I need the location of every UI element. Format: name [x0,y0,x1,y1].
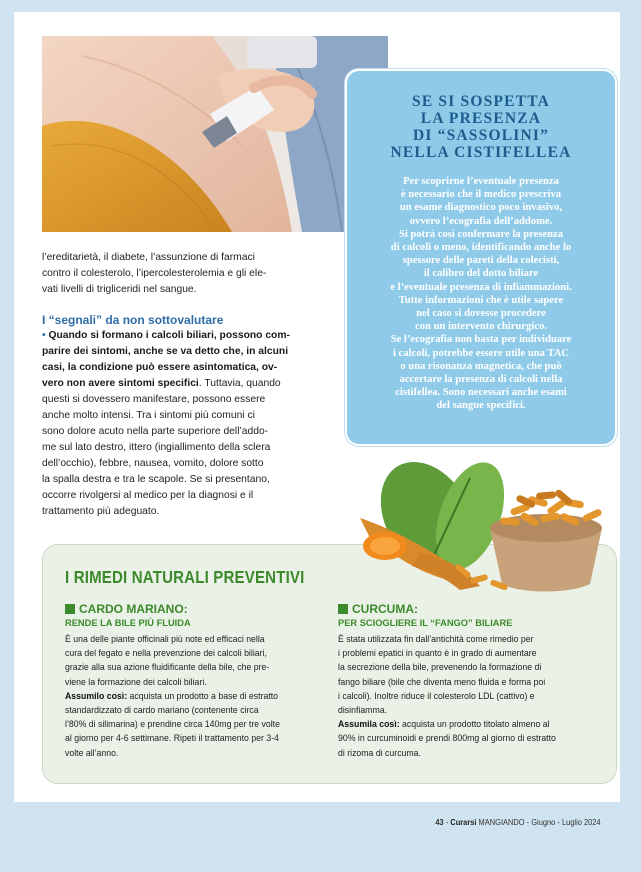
info-title-line: NELLA CISTIFELLEA [390,144,572,161]
remedies-title: I RIMEDI NATURALI PREVENTIVI [65,567,305,587]
curcuma-name [338,602,570,616]
curcuma-line: acquista un prodotto titolato almeno al [399,719,550,730]
info-body-line: cistifellea. Sono necessari anche esami [395,387,567,399]
text-line: dell’occhio), febbre, nausea, vomito, dolore sotto [42,458,264,469]
curcuma-line: i calcoli). Inoltre riduce il colesterolo LDL (cattivo) e [338,690,535,701]
info-body-line: ovvero l’ecografia dell’addome. [409,215,553,227]
info-body-line: del sangue specifici. [436,400,526,412]
intro-line: vati livelli di trigliceridi nel sangue. [42,284,197,295]
text-line: trattamento più adeguato. [42,506,160,517]
magazine-page [14,12,620,802]
square-bullet-icon [65,604,75,614]
info-body-line: spessore delle pareti della colecisti, [402,255,560,267]
curcuma-line: fango biliare (bile che diventa meno fluida e forma poi [338,676,546,687]
curcuma-line: di rizoma di curcuma. [338,747,421,758]
text-line: sono dolore acuto nella parte superiore dell’addo- [42,426,269,437]
page-footer [436,817,601,827]
cardo-subtitle: RENDE LA BILE PIÙ FLUIDA [65,618,191,628]
text-line: anche molto intensi. Tra i sintomi più comuni ci [42,410,255,421]
magazine-name: Curarsi [450,817,477,827]
info-box-title [347,93,615,161]
intro-line: l’ereditarietà, il diabete, l’assunzione di farmaci [42,252,255,263]
info-body-line: è necessario che il medico prescriva [400,189,562,201]
curcuma-line: disinfiamma. [338,705,388,716]
text-line: . Tuttavia, quando [198,378,281,389]
magazine-section: MANGIANDO [478,817,526,827]
curcuma-line: i problemi epatici in quanto è in grado di aumentare [338,648,537,659]
info-body-line: con un intervento chirurgico. [415,321,547,333]
curcuma-line: 90% in curcuminoidi e prendi 800mg al giorno di estratto [338,733,556,744]
cardo-usage-label: Assumilo così: [65,690,128,701]
curcuma-line: È stata utilizzata fin dall’antichità come rimedio per [338,634,534,644]
bullet-icon: • [42,330,46,341]
cardo-line: standardizzato di cardo mariano (contenente circa [65,705,259,716]
curcuma-text [338,632,570,760]
info-body-line: il calibro del dotto biliare [423,268,539,280]
cardo-name [65,602,297,616]
cardo-line: È una delle piante officinali più note ed efficaci nella [65,634,265,644]
signals-heading: I “segnali” da non sottovalutare [42,313,224,327]
info-body-line: accertare la presenza di calcoli nella [399,374,563,386]
info-title-line: DI “SASSOLINI” [412,127,550,144]
info-box-body [357,175,605,413]
square-bullet-icon [338,604,348,614]
cardo-line: viene la formazione dei calcoli biliari. [65,676,207,687]
text-line: me sul lato destro, ittero (ingiallimento della sclera [42,442,271,453]
curcuma-subtitle: PER SCIOGLIERE IL “FANGO” BILIARE [338,618,513,628]
intro-paragraph [42,250,300,298]
bold-line: casi, la condizione può essere asintomatica, ov- [42,362,278,373]
info-body-line: e l’eventuale presenza di infiammazioni. [390,281,572,293]
text-line: occorre rivolgersi al medico per la diagnosi e il [42,490,254,501]
cardo-line: grazie alla sua azione fluidificante della bile, che pre- [65,662,270,673]
info-body-line: Tutte informazioni che è utile sapere [398,294,564,306]
bold-line: Quando si formano i calcoli biliari, possono com- [48,330,290,341]
info-body-line: Si potrà così confermare la presenza [398,228,564,240]
turmeric-capsules-image [350,458,612,598]
info-body-line: o una risonanza magnetica, che può [400,360,562,372]
text-line: la spalla destra e tra le scapole. Se si presentano, [42,474,270,485]
cardo-line: al giorno per 4-6 settimane. Ripeti il trattamento per 3-4 [65,733,280,744]
info-body-line: i calcoli, potrebbe essere utile una TAC [392,347,570,359]
info-body-line: nel caso si dovesse procedere [416,308,546,320]
curcuma-usage-label: Assumila così: [338,719,400,730]
cardo-line: cura del fegato e nella prevenzione dei calcoli biliari, [65,648,267,659]
cardo-text [65,632,297,760]
intro-line: contro il colesterolo, l’ipercolesterolemia e gli ele- [42,268,267,279]
cardo-line: l’80% di silimarina) e prendine circa 140mg per tre volte [65,719,280,730]
bold-line: parire dei sintomi, anche se va detto che, in alcuni [42,346,289,357]
page-number: 43 [435,817,445,827]
issue-date: - Giugno - Luglio 2024 [525,817,601,827]
curcuma-name-text: CURCUMA: [352,602,418,616]
text-line: questi si dovessero manifestare, possono essere [42,394,266,405]
info-body-line: un esame diagnostico poco invasivo, [399,202,563,214]
footer-separator: - [444,817,451,827]
cardo-line: volte all’anno. [65,747,119,758]
cardo-name-text: CARDO MARIANO: [79,602,188,616]
curcuma-column [338,602,570,760]
cardo-mariano-column [65,602,297,760]
info-title-line: LA PRESENZA [420,110,542,127]
info-title-line: SE SI SOSPETTA [412,93,550,110]
info-body-line: Per scoprirne l’eventuale presenza [403,176,559,187]
info-body-line: di calcoli o meno, identificando anche lo [390,242,572,254]
ultrasound-info-box [345,69,617,446]
cardo-line: acquista un prodotto a base di estratto [127,690,279,701]
signals-paragraph [42,328,300,520]
ultrasound-photo [42,36,388,232]
bold-line: vero non avere sintomi specifici [42,378,199,389]
curcuma-line: la secrezione della bile, prevenendo la formazione di [338,662,542,673]
info-body-line: Se l’ecografia non basta per individuare [390,334,572,346]
